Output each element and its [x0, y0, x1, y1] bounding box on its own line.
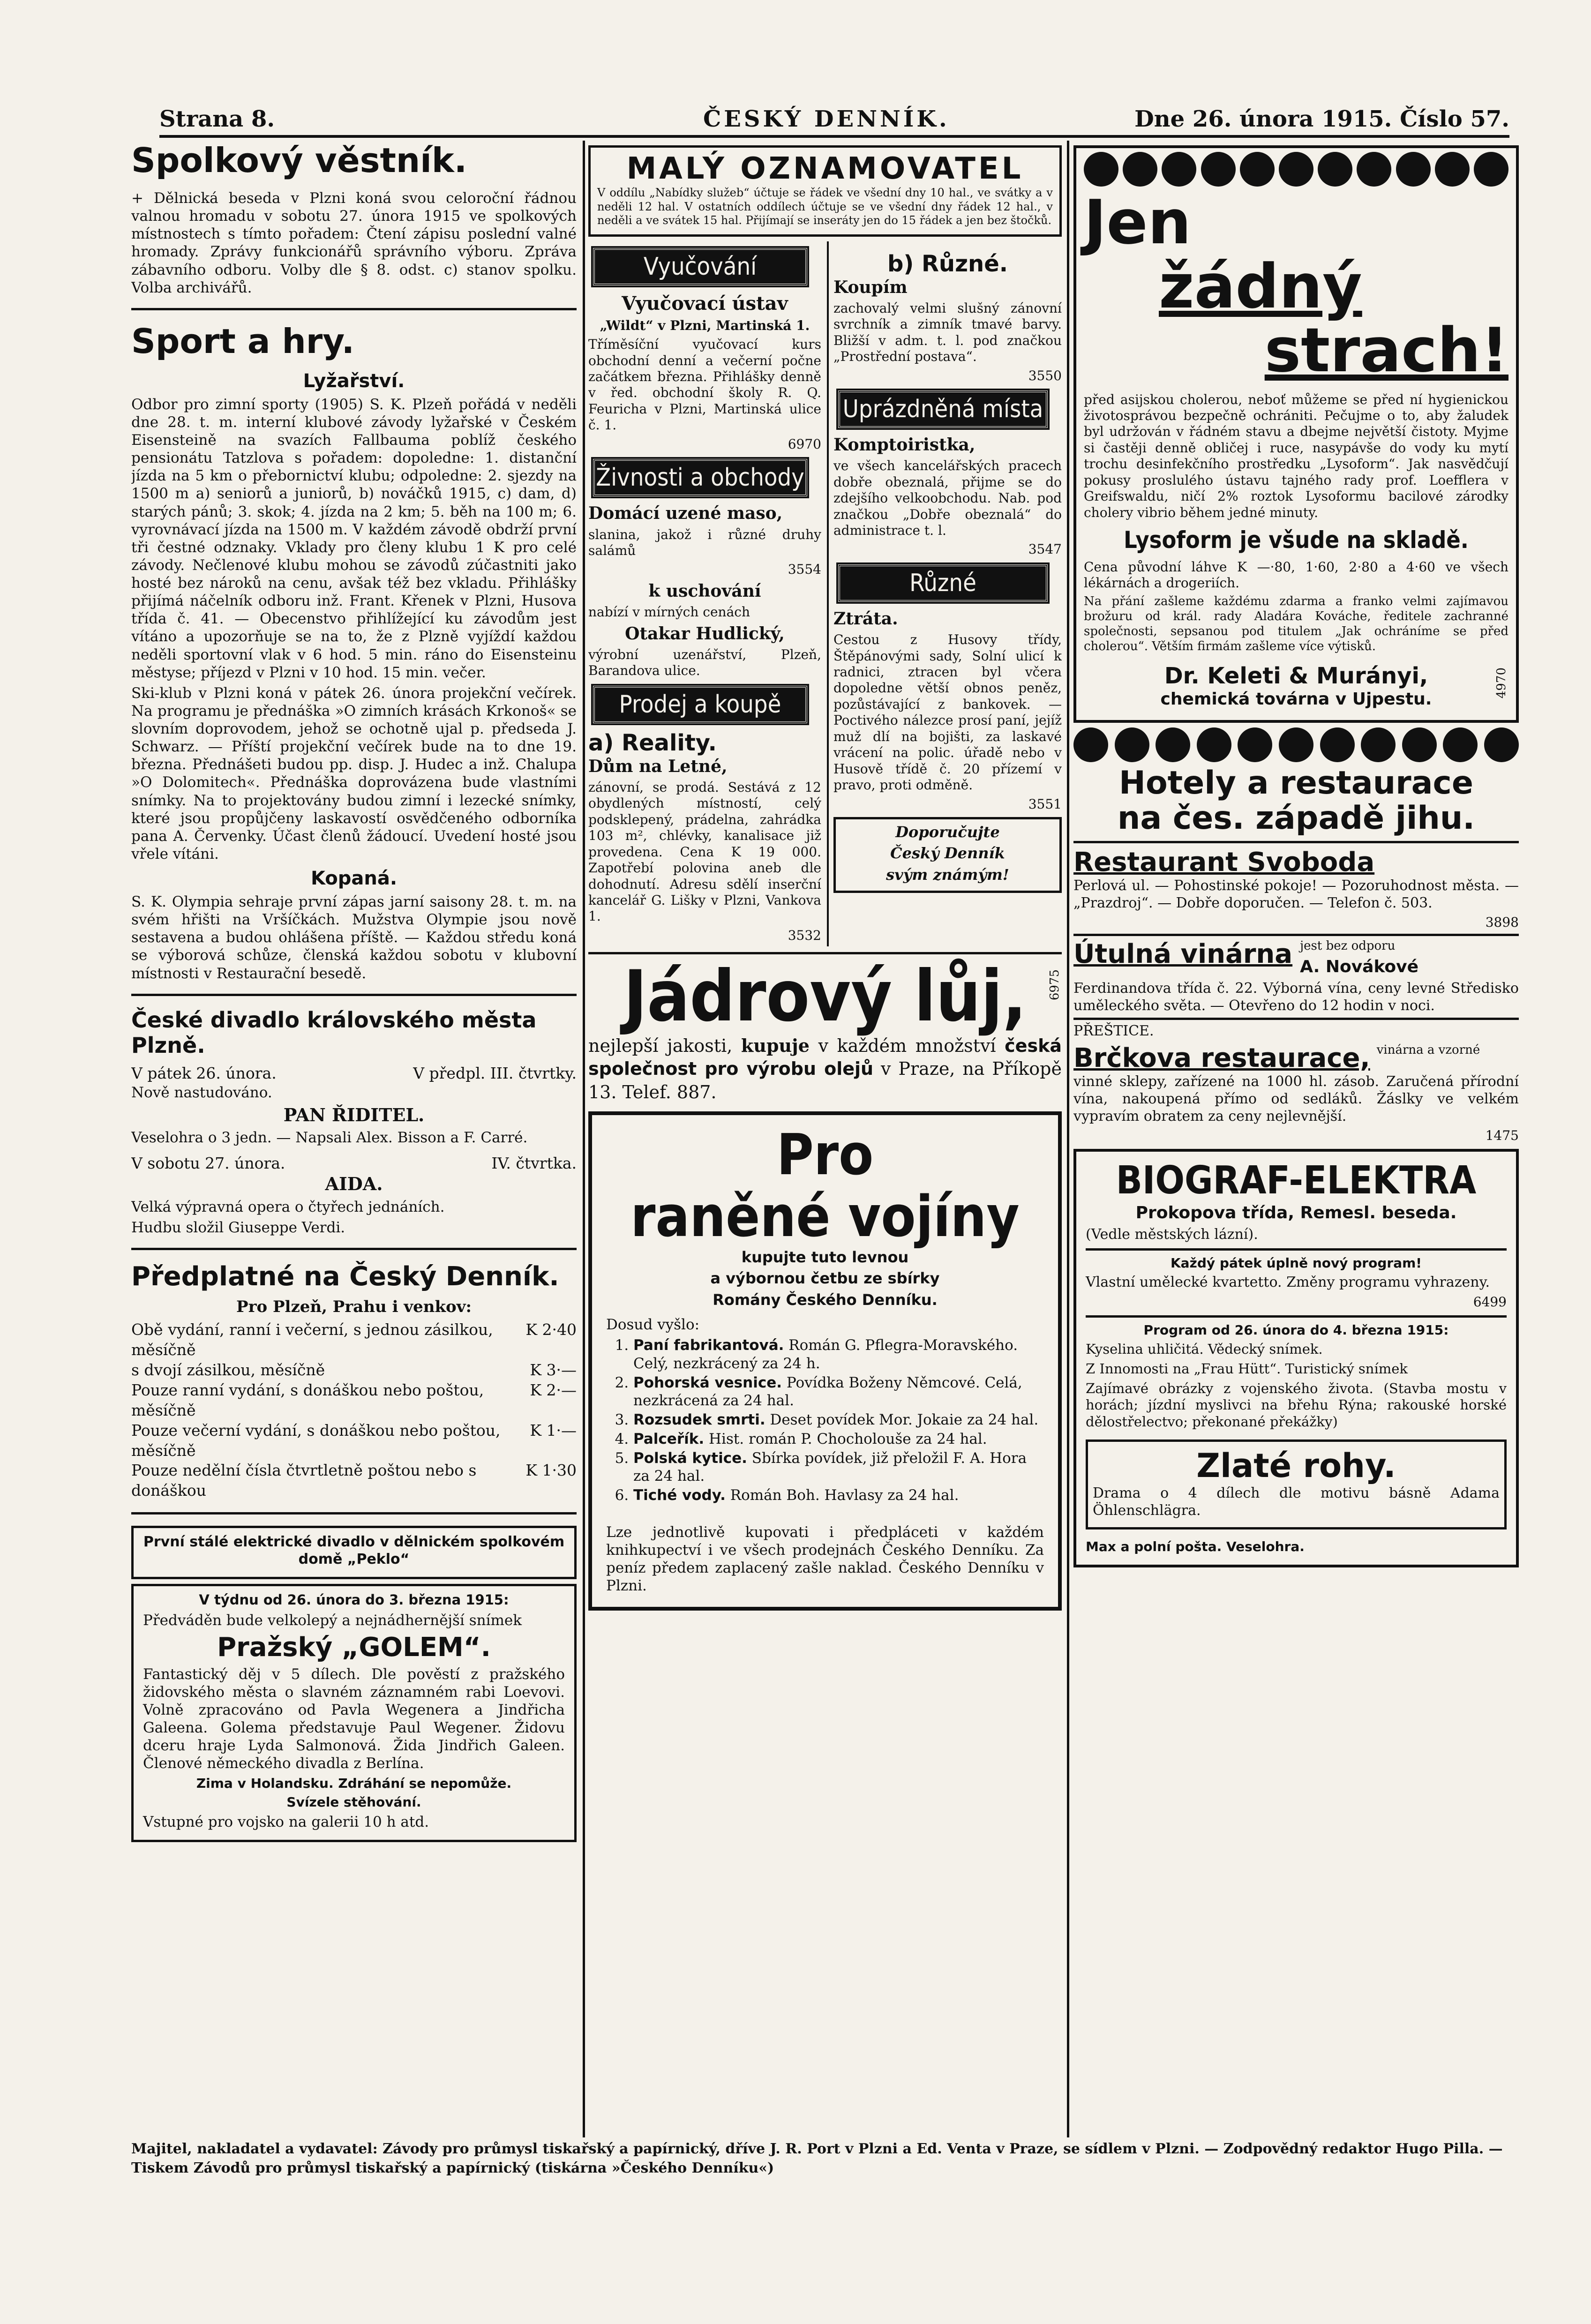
- cinema-note: Vlastní umělecké kvartetto. Změny programu vyhrazeny.: [1086, 1274, 1490, 1291]
- ad-headline: Jen: [1084, 187, 1192, 258]
- book-desc: Román Boh. Havlasy za 24 hal.: [725, 1487, 959, 1504]
- book-title: Tiché vody.: [633, 1487, 726, 1504]
- ad-text: Cestou z Husovy třídy, Štěpánovými sady, Solní ulicí k radnici, ztracen byl včera dopoledne větší obnos peněz, pozůstávající z bankovek. — Poctivého nálezce prosí paní, jejíž muž dlí na bojišti, za laskavé vrácení na polic. úřadě nebo v Husově třídě č. 20 přízemí v pravo, proti odměně.: [833, 632, 1062, 793]
- ad-promo: Na přání zašleme každému zdarma a franko velmi zajímavou brožuru od král. rady Aladára Kováche, ředitele zachranné společnosti, sepsanou pod titulem „Jak ochráníme se před cholerou“. Větším firmám zašleme více výtisků.: [1084, 594, 1508, 653]
- theatre-desc: Hudbu složil Giuseppe Verdi.: [131, 1219, 345, 1237]
- book-item: [633, 1336, 1044, 1373]
- program-title: Program od 26. února do 4. března 1915:: [1143, 1322, 1449, 1338]
- recommend-box: [833, 817, 1062, 893]
- theatre-play: AIDA.: [325, 1173, 383, 1195]
- ad-number: 6499: [1473, 1294, 1507, 1310]
- book-title: Pohorská vesnice.: [633, 1374, 782, 1391]
- book-desc: Povídka Boženy Němcové. Celá, nezkrácená za 24 hal.: [633, 1374, 1022, 1409]
- article-text: Ski-klub v Plzni koná v pátek 26. února projekční večírek. Na programu je přednáška »O zimních krásách Krkonoš« se slovním doprovodem, jehož se ochotně ujal p. předseda J. Schwarz. — Příští projekční večírek bude na to dne 19. března. Přednášeti budou pp. disp. J. Hudec a inž. Chalupa »O Dolomitech«. Přednáška doprovázena bude vlastními snímky. Na to projektovány budou zimní i lezecké snímky, které jsou propůjčeny laskavostí osvědčeného odborníka pana A. Červenky. Účast členů žádoucí. Uvedení hosté jsou vřele vítáni.: [131, 684, 577, 862]
- article-text: S. K. Olympia sehraje první zápas jarní saisony 28. t. m. na svém hřišti na Vršíčkách. Mužstva Olympie jsou nově sestavena a budou ohlášena příště. — Každou středu koná se výborová schůze, členská každou sobotu v klubovní místnosti v Restaurační besedě.: [131, 893, 577, 982]
- divider: [1073, 934, 1519, 936]
- price-value: K 2·—: [530, 1380, 577, 1399]
- ad-text: výrobní uzenářství, Plzeň, Barandova ulice.: [588, 646, 821, 679]
- theatre-date: V sobotu 27. února.: [131, 1154, 285, 1172]
- theatre-date: V pátek 26. února.: [131, 1064, 277, 1082]
- article-text: + Dělnická beseda v Plzni koná svou celoroční řádnou valnou hromadu v sobotu 27. února 1915 ve spolkových místnostech s tímto pořadem: Čtení zápisu poslední valné hromady. Zprávy funkcionářů správního výboru. Zpráva zábavního odboru. Volby dle § 8. odst. c) stanov spolku. Volba archivářů.: [131, 190, 577, 296]
- program-week: V týdnu od 26. února do 3. března 1915:: [199, 1591, 509, 1608]
- theatre-line: [131, 1154, 577, 1174]
- film-desc: Fantastický děj v 5 dílech. Dle pověstí z pražského židovského města o slavném záznamném rabi Loevovi. Volně zpracováno od Pavla Wegenera a Jindřicha Galeena. Golema představuje Paul Wegener. Židovu dceru hraje Lyda Salmonová. Žida Jindřich Galeen. Členové německého divadla z Berlína.: [143, 1665, 565, 1772]
- book-desc: Román G. Pflegra-Moravského. Celý, nezkrácený za 24 h.: [633, 1337, 1018, 1372]
- feature-desc: Drama o 4 dílech dle motivu básně Adama Öhlenschlägra.: [1093, 1485, 1500, 1519]
- ad-number: 3898: [1485, 915, 1519, 930]
- ad-number: 3554: [788, 562, 821, 577]
- feature-box: [1086, 1439, 1507, 1529]
- program-item: Z Innomosti na „Frau Hütt“. Turistický snímek: [1086, 1360, 1408, 1377]
- restaurant-text: Ferdinandova třída č. 22. Výborná vína, ceny levné Středisko uměleckého světa. — Otevřeno do 12 hodin v noci.: [1073, 980, 1519, 1014]
- ad-number: 6975: [1048, 969, 1062, 1001]
- recommend-line: Český Denník: [890, 844, 1005, 862]
- ad-title: Ztráta.: [833, 608, 898, 629]
- ad-text: v každém množství: [809, 1035, 1005, 1056]
- theatre-desc: Velká výpravná opera o čtyřech jednáních.: [131, 1199, 445, 1216]
- ad-firm: česká společnost pro výrobu olejů: [588, 1035, 1062, 1080]
- ad-number: 3547: [1028, 541, 1062, 557]
- ad-headline: strach!: [1264, 315, 1508, 386]
- column-divider: [583, 141, 585, 2137]
- ad-text: nabízí v mírných cenách: [588, 604, 750, 620]
- tallow-title: Jádrový lůj,: [623, 956, 1027, 1038]
- divider: [1073, 841, 1519, 843]
- divider: [131, 994, 577, 996]
- ad-title: Koupím: [833, 277, 908, 297]
- subscription-title: Předplatné na Český Denník.: [131, 1261, 559, 1292]
- ad-maker: Dr. Keleti & Murányi,: [1164, 662, 1428, 689]
- classifieds-title: MALÝ OZNAMOVATEL: [626, 151, 1024, 186]
- classified-category: Prodej a koupě: [593, 686, 807, 723]
- recommend-line: svým známým!: [886, 865, 1009, 884]
- published-label: Dosud vyšlo:: [606, 1316, 700, 1334]
- price-row: [131, 1461, 577, 1501]
- lysoform-ad: [1073, 145, 1519, 723]
- book-title: Paní fabrikantová.: [633, 1337, 784, 1354]
- book-list: [606, 1336, 1044, 1505]
- ad-title: a) Reality.: [588, 729, 717, 756]
- theatre-series: V předpl. III. čtvrtky.: [413, 1064, 577, 1082]
- column-right: [1073, 141, 1519, 2137]
- program-item: Max a polní pošta. Veselohra.: [1086, 1539, 1305, 1555]
- price-row: [131, 1320, 577, 1360]
- theatre-note: Nově nastudováno.: [131, 1084, 272, 1101]
- price-value: K 1·—: [530, 1421, 577, 1439]
- book-title: Palceřík.: [633, 1430, 705, 1447]
- restaurant-owner: A. Novákové: [1300, 957, 1419, 976]
- ad-text: ve všech kancelářských pracech dobře obeznalá, přijme se do zdejšího velkoobchodu. Nab. pod značkou „Dobře obeznalá“ do administrace t. l.: [833, 458, 1062, 539]
- ad-subtitle: kupujte tuto levnou: [741, 1248, 909, 1266]
- section-title: Sport a hry.: [131, 321, 354, 361]
- theatre-series: IV. čtvrtka.: [491, 1154, 577, 1172]
- section-title: Spolkový věstník.: [131, 141, 467, 180]
- restaurant-place: PŘEŠTICE.: [1073, 1022, 1154, 1039]
- cinema-box: [131, 1526, 577, 1579]
- golem-ad: [131, 1584, 577, 1842]
- price-list: [131, 1320, 577, 1501]
- restaurant-note: vinárna a vzorné: [1376, 1042, 1480, 1057]
- book-desc: Deset povídek Mor. Jokaie za 24 hal.: [765, 1411, 1039, 1429]
- price-row: [131, 1360, 577, 1380]
- classified-category: Různé: [838, 564, 1048, 602]
- restaurant-name: Útulná vinárna: [1073, 938, 1293, 969]
- section-title: Hotely a restaurace: [1119, 765, 1473, 802]
- ad-text: před asijskou cholerou, neboť můžeme se před ní hygienickou životosprávou bezpečně ochrániti. Pečujme o to, aby žaludek byl udržován v řádném stavu a dbejme největší čistoty. Myjme si častěji denně obličej i ruce, nasypávše do vody ku mytí trochu desinfekčního prostředku „Lysoform“. Jak nasvědčují pokusy proslulého ústavu tajného rady prof. Loefflera v Greifswaldu, ničí 2% roztok Lysoformu bacilové zárodky cholery vibrio během jedné minuty.: [1084, 391, 1508, 520]
- divider: [131, 1248, 577, 1250]
- recommend-line: Doporučujte: [895, 823, 1000, 841]
- feature-title: Zlaté rohy.: [1196, 1447, 1396, 1485]
- price-value: K 2·40: [525, 1320, 577, 1339]
- program-item: Zajímavé obrázky z vojenského života. (Stavba mostu v horách; jízdní myslivci na břehu Rýna; rakouské horské dělostřelectvo; překonané překážky): [1086, 1380, 1507, 1430]
- subsection-title: Lyžařství.: [303, 370, 405, 392]
- ad-text: v Praze, na Příkopě 13. Telef. 887.: [588, 1058, 1062, 1102]
- divider: [1073, 1018, 1519, 1020]
- column-left: [131, 141, 577, 2133]
- book-title: Rozsudek smrti.: [633, 1411, 765, 1429]
- masthead-title: ČESKÝ DENNÍK.: [703, 106, 950, 132]
- price-label: Obě vydání, ranní i večerní, s jednou zásilkou, měsíčně: [131, 1320, 493, 1359]
- classified-category: Uprázdněná místa: [838, 390, 1048, 428]
- ad-headline: raněné vojíny: [630, 1184, 1020, 1250]
- film-extra: Svízele stěhování.: [286, 1794, 421, 1810]
- divider: [1086, 1248, 1507, 1251]
- price-label: Pouze večerní vydání, s donáškou nebo poštou, měsíčně: [131, 1421, 501, 1460]
- classified-category: Živnosti a obchody: [593, 459, 807, 496]
- price-label: s dvojí zásilkou, měsíčně: [131, 1360, 325, 1379]
- theatre-title: České divadlo královského města Plzně.: [131, 1007, 537, 1058]
- page-number: Strana 8.: [159, 106, 275, 132]
- restaurant-text: Perlová ul. — Pohostinské pokoje! — Pozoruhodnost města. — „Prazdroj“. — Dobře doporučen. — Telefon č. 503.: [1073, 877, 1519, 911]
- price-row: [131, 1421, 577, 1461]
- theatre-line: [131, 1064, 577, 1084]
- wounded-soldiers-ad: [588, 1111, 1062, 1611]
- section-title: na čes. západě jihu.: [1117, 799, 1475, 837]
- book-title: Polská kytice.: [633, 1449, 747, 1467]
- ad-headline: Pro: [776, 1122, 874, 1188]
- cinema-title: BIOGRAF-ELEKTRA: [1116, 1158, 1477, 1203]
- ad-text: Tříměsíční vyučovací kurs obchodní denní a večerní počne začátkem března. Přihlášky denně v řed. obchodní školy R. Q. Feuricha v Plzni, Martinská ulice č. 1.: [588, 337, 821, 433]
- ad-title: Domácí uzené maso,: [588, 503, 783, 524]
- ad-number: 3551: [1028, 796, 1062, 812]
- theatre-desc: Veselohra o 3 jedn. — Napsali Alex. Bisson a F. Carré.: [131, 1129, 528, 1147]
- ad-price: Cena původní láhve K —·80, 1·60, 2·80 a 4·60 ve všech lékárnách a drogeriích.: [1084, 559, 1508, 591]
- subscription-subtitle: Pro Plzeň, Prahu i venkov:: [236, 1297, 472, 1317]
- book-desc: Sbírka povídek, již přeložil F. A. Hora za 24 hal.: [633, 1449, 1027, 1485]
- tallow-ad: [588, 956, 1062, 1104]
- ad-title: Otakar Hudlický,: [625, 623, 785, 644]
- classifieds-header: [588, 145, 1062, 237]
- column-middle: [588, 141, 1062, 2137]
- imprint: Majitel, nakladatel a vydavatel: Závody pro průmysl tiskařský a papírnický, dříve J. R. Port v Plzni a Ed. Venta v Praze, se sídlem v Plzni. — Zodpovědný redaktor Hugo Pilla. — Tiskem Závodů pro průmysl tiskařský a papírnický (tiskárna »Českého Denníku«): [131, 2141, 1503, 2176]
- program-intro: Předváděn bude velkolepý a nejnádhernější snímek: [143, 1612, 522, 1629]
- ad-number: 3532: [788, 927, 821, 943]
- price-value: K 3·—: [530, 1360, 577, 1379]
- ad-footer: Lze jednotlivě kupovati i předpláceti v každém knihkupectví i ve všech prodejnách Českého Denníku. Za peníz předem zaplacený zašle naklad. Českého Denníku v Plzni.: [606, 1523, 1044, 1595]
- cinema-address: Prokopova třída, Remesl. beseda.: [1135, 1203, 1457, 1222]
- book-item: [633, 1374, 1044, 1410]
- ad-subtitle: Romány Českého Denníku.: [713, 1290, 938, 1309]
- divider: [588, 952, 1062, 954]
- book-item: [633, 1449, 1044, 1486]
- ad-headline: žádný: [1159, 250, 1362, 322]
- article-text: Odbor pro zimní sporty (1905) S. K. Plzeň pořádá v neděli dne 28. t. m. interní klubové závody lyžařské v Českém Eisensteině na svazích Fallbauma poblíž českého pensionátu Tatzlova s pořadem: dopoledne: 1. distanční jízda na 5 km o přebornictví klubu; odpoledne: 2. sjezdy na 1500 m a) seniorů a juniorů, b) nováčků 1915, c) dam, d) starých pánů; 3. skok; 4. jízda na 2 km; 5. běh na 100 m; 6. vyrovnávací jízda na 1500 m. V každém závodě obdrží první tři čestné odznaky. Vklady pro členy klubu 1 K pro celé závody. Nečlenové klubu mohou se závodů zúčastniti jako hosté bez nároků na cenu, avšak též bez vkladu. Přihlášky přijímá náčelník odboru inž. Frant. Křenek v Plzni, Husova třída č. 41. — Obecenstvo přihlížející ku závodům jest vítáno a upozorňuje se na to, že z Plzně vyjíždí každou neděli sportovní vlak v 6 hod. 5 min. ráno do Eisensteinu městyse; příjezd v Plzni v 10 hod. 15 min. večer.: [131, 396, 577, 681]
- ad-text: nejlepší jakosti,: [588, 1035, 741, 1056]
- cinema-address: (Vedle městských lázní).: [1086, 1226, 1258, 1243]
- ad-title: k uschování: [648, 581, 761, 601]
- restaurant-name: Restaurant Svoboda: [1073, 847, 1375, 877]
- ad-subtitle: a výbornou četbu ze sbírky: [710, 1269, 940, 1288]
- price-label: Pouze nedělní čísla čtvrtletně poštou nebo s donáškou: [131, 1461, 477, 1500]
- admission: Vstupné pro vojsko na galerii 10 h atd.: [143, 1814, 429, 1831]
- ad-text: zánovní, se prodá. Sestává z 12 obydlených místností, celý podsklepený, prádelna, zahrádka 103 m², chlévky, kanalisace již provedena. Cena K 19 000. Zapotřebí polovina aneb dle dohodnutí. Adresu sdělí inserční kancelář G. Lišky v Plzni, Vankova 1.: [588, 779, 821, 924]
- ad-number: 6970: [788, 436, 821, 452]
- cinema-name: První stálé elektrické divadlo v dělnickém spolkovém domě „Peklo“: [143, 1534, 565, 1568]
- section-title: b) Různé.: [887, 250, 1008, 277]
- ad-text: slanina, jakož i různé druhy salámů: [588, 526, 821, 558]
- book-desc: Hist. román P. Chocholouše za 24 hal.: [704, 1430, 987, 1447]
- theatre-play: PAN ŘIDITEL.: [283, 1104, 425, 1125]
- restaurant-text: vinné sklepy, zařízené na 1000 hl. zásob. Zaručená přírodní vína, nakoupená přímo od sedláků. Žáslky ve velkém vypravím obratem za ceny nejlevnější.: [1073, 1073, 1519, 1125]
- ad-subtitle: Dům na Letné,: [588, 756, 728, 776]
- page-header: [159, 102, 1509, 138]
- film-title: Pražský „GOLEM“.: [217, 1632, 491, 1663]
- price-row: [131, 1380, 577, 1421]
- price-label: Pouze ranní vydání, s donáškou nebo poštou, měsíčně: [131, 1380, 484, 1419]
- ad-emphasis: kupuje: [741, 1035, 810, 1056]
- ad-maker-sub: chemická továrna v Ujpestu.: [1160, 689, 1432, 709]
- issue-date: Dne 26. února 1915. Číslo 57.: [1134, 106, 1509, 132]
- classifieds-terms: V oddílu „Nabídky služeb“ účtuje se řádek ve všední dny 10 hal., ve svátky a v neděli 12 hal. V ostatních oddílech účtuje se ve všední dny řádek 12 hal., v neděli a ve svátek 15 hal. Přijímají se inseráty jen do 15 řádek a jen bez štočků.: [597, 186, 1053, 227]
- restaurant-name: Brčkova restaurace,: [1073, 1042, 1370, 1073]
- classified-category: Vyučování: [593, 248, 807, 285]
- dot-border: [1073, 727, 1519, 762]
- ad-text: zachovalý velmi slušný zánovní svrchník a zimník tmavé barvy. Bližší v adm. t. l. pod značkou „Prostřední postava“.: [833, 300, 1062, 365]
- restaurant-note: jest bez odporu: [1300, 938, 1396, 953]
- ad-title: Komptoiristka,: [833, 435, 976, 455]
- divider: [1086, 1315, 1507, 1318]
- ad-number: 3550: [1028, 367, 1062, 383]
- dot-border: [1084, 152, 1508, 187]
- program-item: Kyselina uhličitá. Vědecký snímek.: [1086, 1341, 1323, 1357]
- cinema-note: Každý pátek úplně nový program!: [1170, 1255, 1422, 1271]
- subsection-title: Kopaná.: [310, 868, 398, 889]
- cinema-ad: [1073, 1149, 1519, 1567]
- divider: [131, 308, 577, 310]
- book-item: [633, 1430, 1044, 1448]
- ad-number: 1475: [1485, 1128, 1519, 1144]
- ad-subtitle: „Wildt“ v Plzni, Martinská 1.: [600, 317, 810, 333]
- book-item: [633, 1411, 1044, 1429]
- ad-number: 4970: [1494, 667, 1508, 698]
- film-extra: Zima v Holandsku. Zdráhání se nepomůže.: [196, 1775, 512, 1791]
- book-item: [633, 1486, 1044, 1505]
- ad-title: Vyučovací ústav: [622, 292, 788, 315]
- ad-slogan: Lysoform je všude na skladě.: [1124, 526, 1469, 554]
- price-value: K 1·30: [525, 1461, 577, 1480]
- column-divider: [1067, 141, 1069, 2137]
- program-list: [1086, 1341, 1507, 1430]
- divider: [131, 1512, 577, 1514]
